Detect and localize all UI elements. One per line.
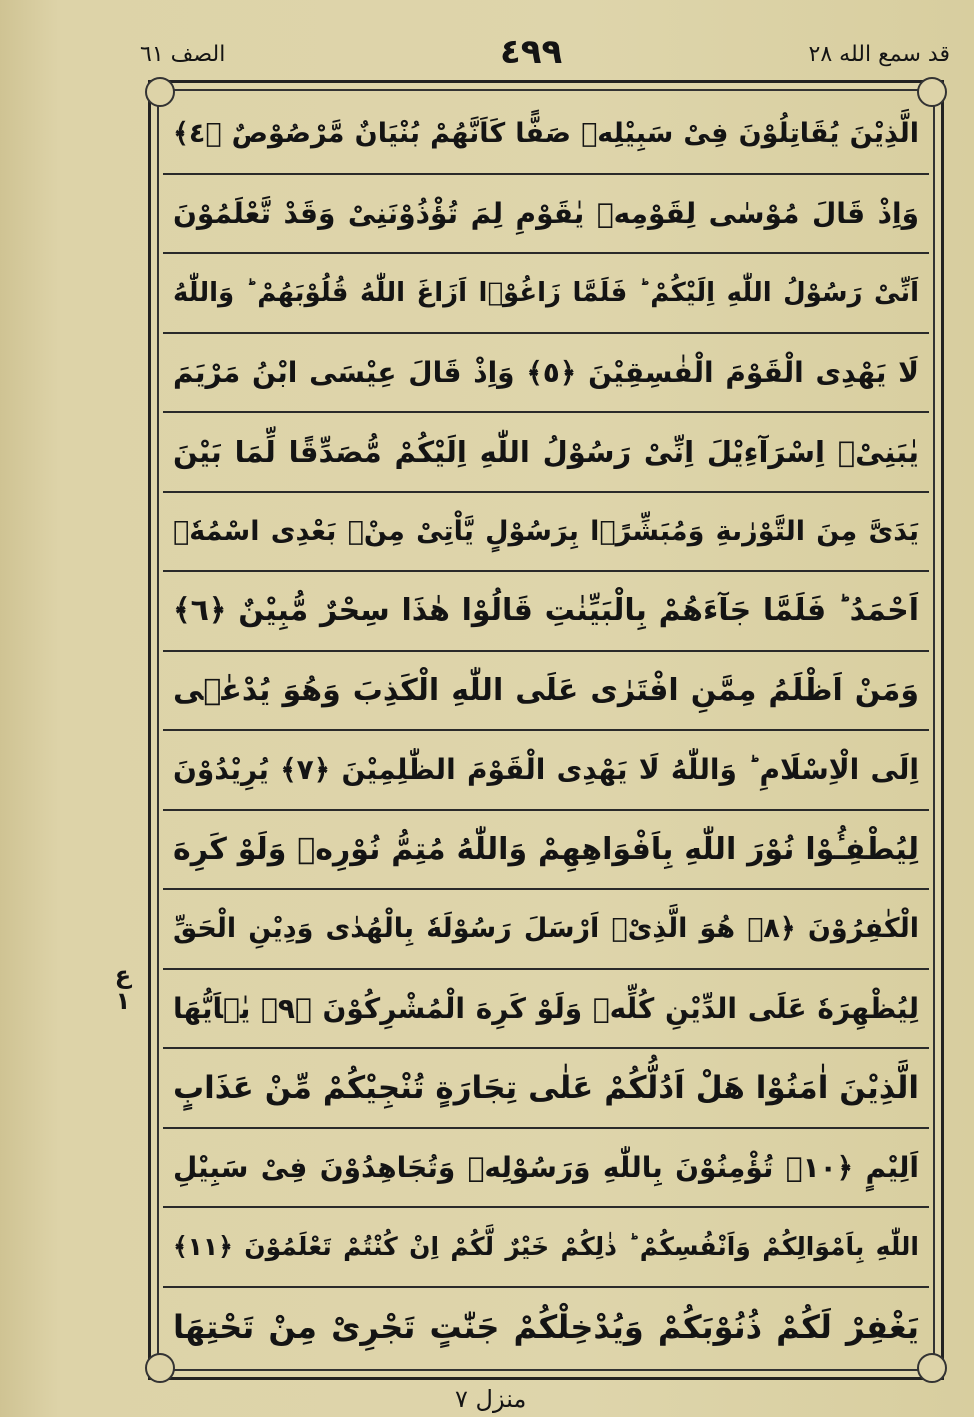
text-line: لِیُظْهِرَهٗ عَلَی الدِّیْنِ كُلِّهٖ وَلَوْ كَرِهَ الْمُشْرِكُوْنَ ﴿٩﴾ یٰۤاَیُّهَا bbox=[163, 970, 929, 1050]
text-line: الَّذِیْنَ اٰمَنُوْا هَلْ اَدُلُّكُمْ عَلٰی تِجَارَةٍ تُنْجِیْكُمْ مِّنْ عَذَابٍ bbox=[163, 1049, 929, 1129]
text-line: یَغْفِرْ لَكُمْ ذُنُوْبَكُمْ وَیُدْخِلْكُمْ جَنّٰتٍ تَجْرِیْ مِنْ تَحْتِهَا bbox=[173, 1308, 919, 1347]
text-line: اللّٰهِ بِاَمْوَالِكُمْ وَاَنْفُسِكُمْ ؕ ذٰلِكُمْ خَیْرٌ لَّكُمْ اِنْ كُنْتُمْ تَعْلَمُوْنَ ﴿١١﴾ bbox=[163, 1208, 929, 1288]
text-line: وَاِذْ قَالَ مُوْسٰی لِقَوْمِهٖ یٰقَوْمِ لِمَ تُؤْذُوْنَنِیْ وَقَدْ تَّعْلَمُوْنَ bbox=[163, 175, 929, 255]
page-number: ٤٩٩ bbox=[500, 32, 563, 72]
text-line: لِیُطْفِـُٔوْا نُوْرَ اللّٰهِ بِاَفْوَاهِهِمْ وَاللّٰهُ مُتِمُّ نُوْرِهٖ وَلَوْ كَرِهَ bbox=[163, 811, 929, 891]
juz-name-header: قد سمع الله ٢٨ bbox=[808, 42, 950, 67]
text-line: اَنِّیْ رَسُوْلُ اللّٰهِ اِلَیْكُمْ ؕ فَلَمَّا زَاغُوْۤا اَزَاغَ اللّٰهُ قُلُوْبَهُمْ ؕ وَاللّٰهُ bbox=[163, 254, 929, 334]
surah-name-header: الصف ٦١ bbox=[140, 42, 226, 67]
text-line: یَدَیَّ مِنَ التَّوْرٰىةِ وَمُبَشِّرًۢا بِرَسُوْلٍ یَّاْتِیْ مِنْۢ بَعْدِی اسْمُهٗۤ bbox=[163, 493, 929, 573]
text-line: لَا یَهْدِی الْقَوْمَ الْفٰسِقِیْنَ ﴿٥﴾ وَاِذْ قَالَ عِیْسَی ابْنُ مَرْیَمَ bbox=[163, 334, 929, 414]
text-line: الَّذِیْنَ یُقَاتِلُوْنَ فِیْ سَبِیْلِهٖ صَفًّا كَاَنَّهُمْ بُنْیَانٌ مَّرْصُوْصٌ ﴿٤﴾ bbox=[163, 95, 929, 175]
text-line: وَمَنْ اَظْلَمُ مِمَّنِ افْتَرٰی عَلَی اللّٰهِ الْكَذِبَ وَهُوَ یُدْعٰۤی bbox=[163, 652, 929, 732]
text-line: اَلِیْمٍ ﴿١٠﴾ تُؤْمِنُوْنَ بِاللّٰهِ وَرَسُوْلِهٖ وَتُجَاهِدُوْنَ فِیْ سَبِیْلِ bbox=[163, 1129, 929, 1209]
ruku-margin-mark: ع ١ bbox=[114, 961, 132, 1015]
text-line: اَحْمَدُ ؕ فَلَمَّا جَآءَهُمْ بِالْبَیِّنٰتِ قَالُوْا هٰذَا سِحْرٌ مُّبِیْنٌ ﴿٦﴾ bbox=[163, 572, 929, 652]
text-line: اِلَی الْاِسْلَامِ ؕ وَاللّٰهُ لَا یَهْدِی الْقَوْمَ الظّٰلِمِیْنَ ﴿٧﴾ یُرِیْدُوْنَ bbox=[163, 731, 929, 811]
text-lines bbox=[163, 95, 929, 1365]
text-line: الْكٰفِرُوْنَ ﴿٨﴾ هُوَ الَّذِیْۤ اَرْسَلَ رَسُوْلَهٗ بِالْهُدٰی وَدِیْنِ الْحَقِّ bbox=[163, 890, 929, 970]
page-header bbox=[140, 30, 950, 80]
text-frame bbox=[148, 80, 944, 1380]
manzil-footer: منزل ٧ bbox=[455, 1385, 527, 1413]
text-line: یٰبَنِیْۤ اِسْرَآءِیْلَ اِنِّیْ رَسُوْلُ اللّٰهِ اِلَیْكُمْ مُّصَدِّقًا لِّمَا بَیْنَ bbox=[163, 413, 929, 493]
